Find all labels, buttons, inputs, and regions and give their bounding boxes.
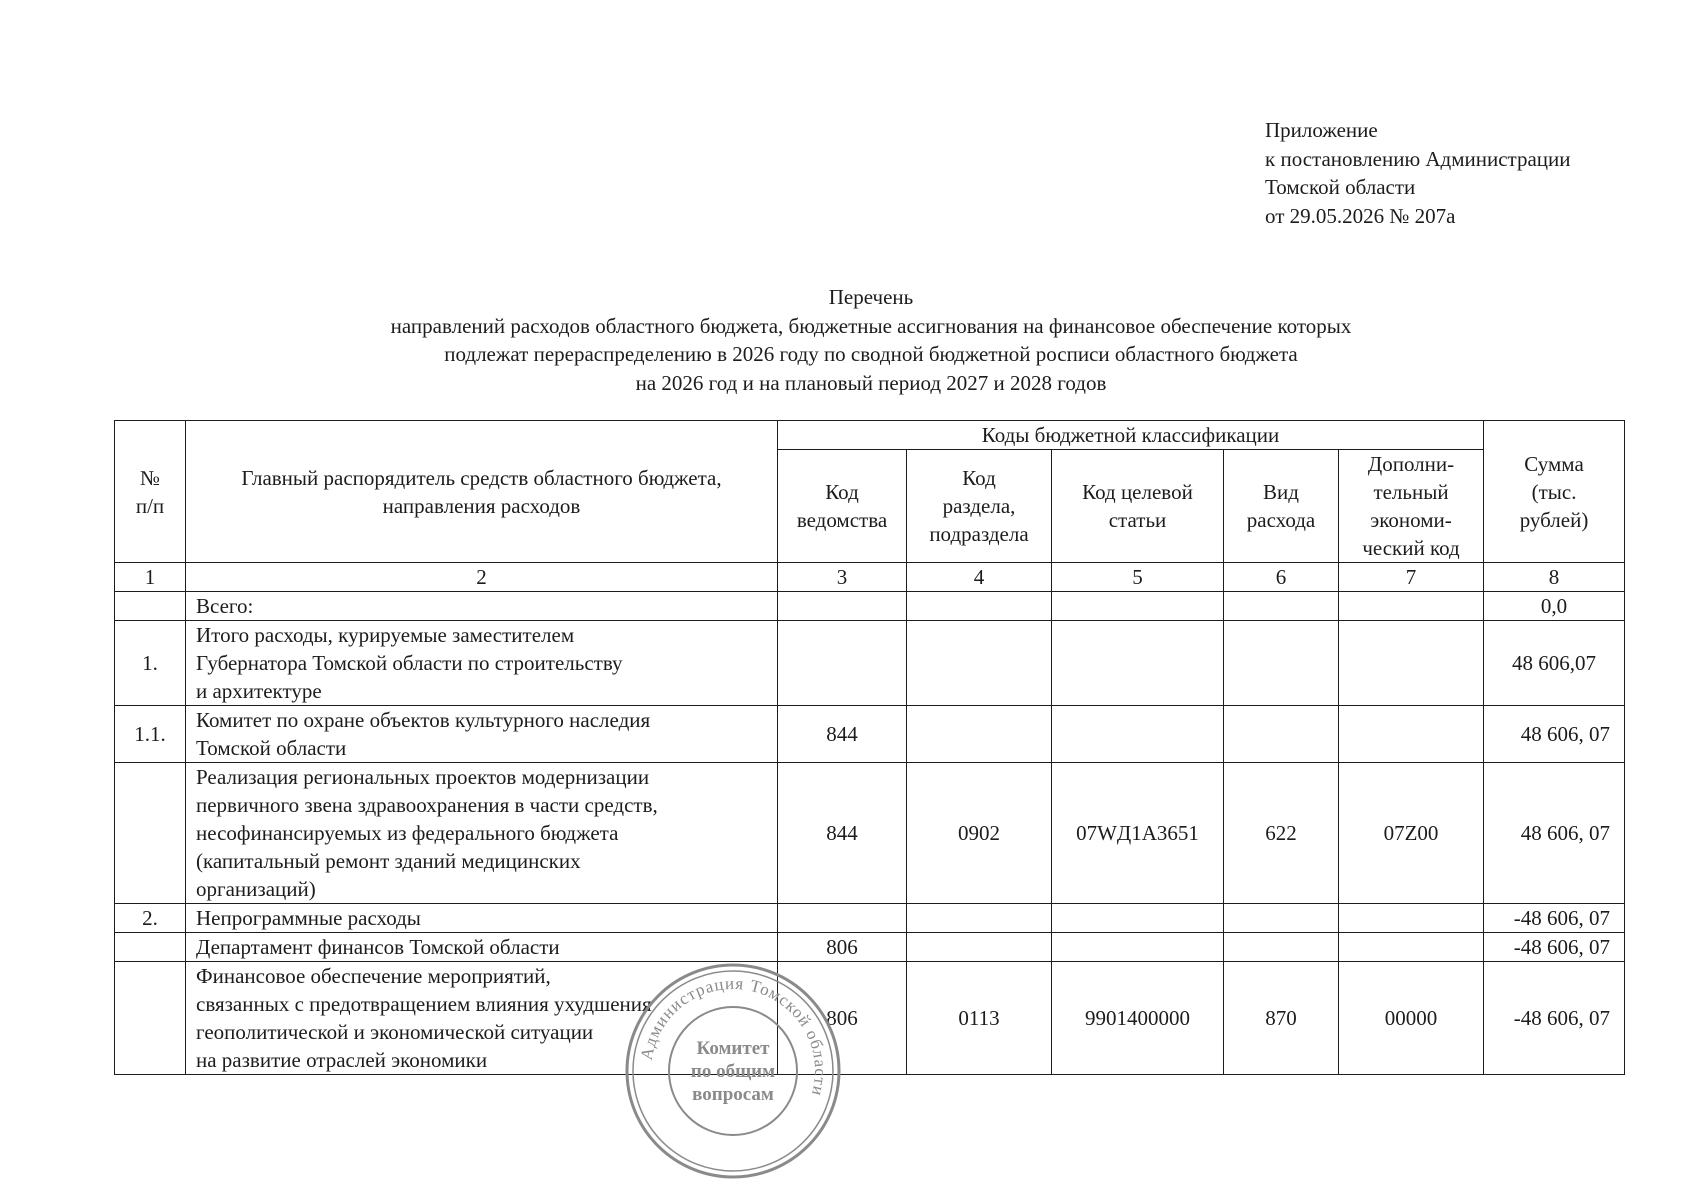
cell-text-line: Сумма [1524,451,1584,476]
table-row [115,933,1625,962]
annex-line: Томской области [1265,175,1416,199]
row-number-cell: 1. [115,621,186,706]
cell-text-line: (тыс. [1531,479,1577,504]
cell-text-line: несофинансируемых из федерального бюджета [196,821,619,845]
cell-text-line: Комитет по охране объектов культурного наследия [196,708,651,732]
header-name [186,421,778,563]
row-name-cell [186,706,778,763]
cell-text-line: организаций) [196,877,316,901]
row-econ-code-cell: 07Z00 [1339,763,1484,904]
cell-text-line: ческий код [1362,536,1460,560]
cell-text-line: статьи [1108,508,1167,532]
row-number-cell [115,763,186,904]
row-expense-kind-cell: 622 [1224,763,1339,904]
cell-text-line: Непрограммные расходы [196,906,421,930]
row-expense-kind-cell: 870 [1224,962,1339,1075]
header-econ-code [1339,450,1484,563]
title-line: подлежат перераспределению в 2026 году по сводной бюджетной росписи областного бюджета [444,342,1298,366]
table-row [115,592,1625,621]
row-name-cell [186,933,778,962]
row-dept-code-cell: 844 [778,763,907,904]
row-econ-code-cell [1339,592,1484,621]
row-section-code-cell [907,621,1052,706]
header-row [115,421,1625,450]
cell-text-line: Вид [1263,480,1299,504]
cell-text-line: экономи- [1370,508,1452,532]
table-body [115,421,1625,1075]
row-dept-code-cell: 806 [778,962,907,1075]
row-number-cell [115,933,186,962]
cell-text-line: Код [962,466,996,490]
column-number-cell: 8 [1484,563,1625,592]
row-name-cell [186,904,778,933]
row-name-cell [186,763,778,904]
row-sum-cell: 48 606, 07 [1484,763,1625,904]
row-sum-cell: -48 606, 07 [1484,933,1625,962]
row-sum-cell: 48 606, 07 [1484,706,1625,763]
row-expense-kind-cell [1224,592,1339,621]
row-expense-kind-cell [1224,621,1339,706]
header-sum [1484,421,1625,563]
cell-text-line: первичного звена здравоохранения в части средств, [196,793,658,817]
row-expense-kind-cell [1224,904,1339,933]
row-target-code-cell [1052,933,1224,962]
stamp-center-line: по общим [690,1061,776,1082]
row-sum-cell: -48 606, 07 [1484,962,1625,1075]
row-sum-cell: 48 606,07 [1484,621,1625,706]
row-econ-code-cell: 00000 [1339,962,1484,1075]
row-section-code-cell [907,706,1052,763]
cell-text-line: Дополни- [1367,452,1455,476]
column-number-cell: 3 [778,563,907,592]
row-sum-cell: 0,0 [1484,592,1625,621]
cell-text-line: Код [825,480,859,504]
stamp-center-line: вопросам [692,1084,774,1105]
header-num [115,421,186,563]
row-name-cell [186,621,778,706]
row-sum-cell: -48 606, 07 [1484,904,1625,933]
column-number-row [115,563,1625,592]
header-expense-kind [1224,450,1339,563]
row-dept-code-cell: 844 [778,706,907,763]
row-econ-code-cell [1339,933,1484,962]
table-row [115,904,1625,933]
column-number-cell: 6 [1224,563,1339,592]
cell-text-line: Реализация региональных проектов модернизации [196,765,650,789]
row-section-code-cell [907,904,1052,933]
title-line: на 2026 год и на плановый период 2027 и 2028 годов [635,370,1107,395]
row-expense-kind-cell [1224,933,1339,962]
cell-text-line: и архитектуре [196,679,322,703]
cell-text-line: геополитической и экономической ситуации [196,1020,594,1044]
row-number-cell: 2. [115,904,186,933]
cell-text-line: Департамент финансов Томской области [196,935,560,959]
cell-text-line: (капитальный ремонт зданий медицинских [196,849,581,873]
annex-line: Приложение [1265,118,1378,142]
cell-text-line: подраздела [929,522,1029,546]
row-target-code-cell [1052,592,1224,621]
annex-block [1265,116,1571,230]
cell-text-line: п/п [135,493,165,518]
title-line: направлений расходов областного бюджета, бюджетные ассигнования на финансовое обеспечение которых [390,313,1352,338]
row-dept-code-cell [778,904,907,933]
row-target-code-cell [1052,621,1224,706]
cell-text-line: направления расходов [382,493,581,518]
stamp-ring-text: Администрация Томской области [636,973,831,1099]
row-econ-code-cell [1339,706,1484,763]
cell-text-line: связанных с предотвращением влияния ухудшения [196,992,652,1016]
cell-text-line: на развитие отраслей экономики [196,1048,488,1072]
row-section-code-cell [907,933,1052,962]
row-expense-kind-cell [1224,706,1339,763]
row-dept-code-cell [778,592,907,621]
cell-text-line: Финансовое обеспечение мероприятий, [196,964,551,988]
column-number-cell: 5 [1052,563,1224,592]
cell-text-line: Томской области [196,736,347,760]
row-econ-code-cell [1339,904,1484,933]
header-dept-code [778,450,907,563]
column-number-cell: 1 [115,563,186,592]
budget-table [114,420,1625,1075]
cell-text-line: № [139,465,161,490]
document-title [0,283,1698,397]
stamp-center-line: Комитет [696,1038,770,1059]
cell-text-line: Всего: [196,594,254,618]
row-number-cell [115,962,186,1075]
row-section-code-cell: 0113 [907,962,1052,1075]
cell-text-line: Код целевой [1082,480,1193,504]
annex-date-line: от 29.05.2026 № 207а [1265,203,1456,228]
cell-text-line: ведомства [796,508,888,532]
official-stamp [622,960,844,1182]
table-row [115,706,1625,763]
row-target-code-cell [1052,706,1224,763]
cell-text-line: расхода [1246,508,1316,532]
cell-text-line: раздела, [942,494,1016,518]
header-codes-group: Коды бюджетной классификации [778,421,1484,450]
title-line: Перечень [828,285,914,309]
cell-text-line: рублей) [1519,507,1589,532]
row-dept-code-cell: 806 [778,933,907,962]
row-name-cell [186,592,778,621]
row-number-cell: 1.1. [115,706,186,763]
cell-text-line: тельный [1373,480,1449,504]
row-section-code-cell [907,592,1052,621]
row-section-code-cell: 0902 [907,763,1052,904]
column-number-cell: 7 [1339,563,1484,592]
table-row [115,763,1625,904]
header-target-code [1052,450,1224,563]
row-econ-code-cell [1339,621,1484,706]
header-section-code [907,450,1052,563]
table-row [115,962,1625,1075]
row-number-cell [115,592,186,621]
table-row [115,621,1625,706]
cell-text-line: Главный распорядитель средств областного бюджета, [241,465,722,490]
cell-text-line: Губернатора Томской области по строительству [196,651,623,675]
row-dept-code-cell [778,621,907,706]
column-number-cell: 2 [186,563,778,592]
row-target-code-cell: 9901400000 [1052,962,1224,1075]
cell-text-line: Итого расходы, курируемые заместителем [196,623,575,647]
annex-line: к постановлению Администрации [1265,146,1571,171]
column-number-cell: 4 [907,563,1052,592]
row-target-code-cell: 07WД1А3651 [1052,763,1224,904]
row-target-code-cell [1052,904,1224,933]
